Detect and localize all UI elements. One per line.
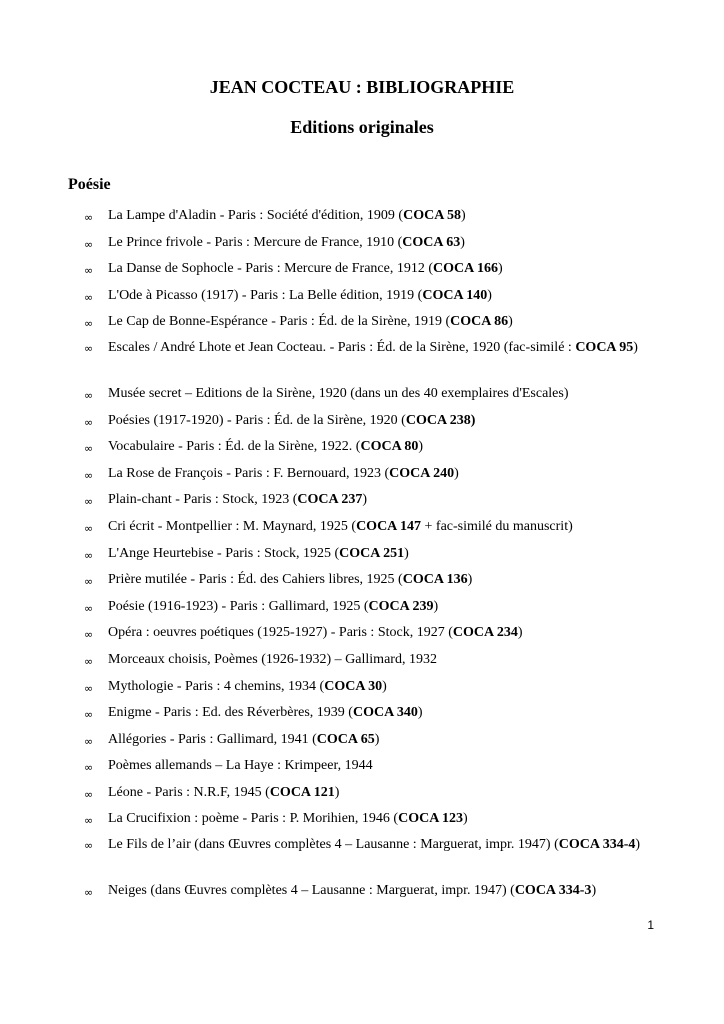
- coca-reference: COCA 240: [389, 465, 455, 481]
- coca-reference: COCA 63: [402, 234, 461, 250]
- entry-suffix: ): [461, 208, 466, 223]
- entry-description: Cri écrit - Montpellier : M. Maynard, 1925 (: [108, 518, 357, 534]
- entry-description: Opéra : oeuvres poétiques (1925-1927) - Paris : Stock, 1927 (: [108, 625, 453, 641]
- entry-description: Plain-chant - Paris : Stock, 1923 (: [108, 492, 298, 508]
- entry-suffix: ): [374, 731, 380, 747]
- coca-reference: COCA 334-3: [514, 883, 592, 899]
- bibliography-entry: [0, 730, 724, 757]
- entry-suffix: ): [633, 339, 638, 355]
- infinity-bullet-icon: ∞: [84, 290, 94, 304]
- coca-reference: COCA 136: [402, 572, 468, 588]
- bibliography-entry: [0, 809, 724, 836]
- entry-description: Le Prince frivole - Paris : Mercure de France, 1910 (: [108, 234, 403, 250]
- entry-suffix: ): [404, 545, 409, 561]
- entry-description: Musée secret – Editions de la Sirène, 1920 (dans un des 40 exemplaires d'Escales): [108, 385, 569, 401]
- entry-description: Neiges (dans Œuvres complètes 4 – Lausanne : Marguerat, impr. 1947) (: [108, 883, 515, 899]
- infinity-bullet-icon: ∞: [84, 839, 94, 853]
- entry-description: Morceaux choisis, Poèmes (1926-1932) – Gallimard, 1932: [108, 651, 437, 667]
- infinity-bullet-icon: ∞: [84, 264, 94, 278]
- coca-reference: COCA 140: [422, 287, 488, 303]
- infinity-bullet-icon: ∞: [84, 814, 94, 828]
- document-subtitle: Editions originales: [290, 117, 434, 137]
- entry-description: Poésie (1916-1923) - Paris : Gallimard, 1925 (: [108, 598, 369, 614]
- entry-text: [108, 411, 652, 431]
- coca-reference: COCA 166: [433, 261, 498, 277]
- bibliography-entry: [0, 437, 724, 464]
- infinity-bullet-icon: ∞: [84, 708, 94, 722]
- entry-text: [108, 286, 652, 306]
- entry-suffix: ): [362, 492, 367, 508]
- bibliography-entry: [0, 312, 724, 339]
- entry-suffix: ): [517, 625, 523, 641]
- infinity-bullet-icon: ∞: [84, 442, 94, 456]
- entry-suffix: ): [463, 811, 468, 827]
- entry-description: Le Fils de l’air (dans Œuvres complètes 4 – Lausanne : Marguerat, impr. 1947) (: [108, 837, 559, 853]
- infinity-bullet-icon: ∞: [84, 237, 94, 251]
- page-number: 1: [647, 918, 654, 932]
- infinity-bullet-icon: ∞: [84, 211, 94, 224]
- infinity-bullet-icon: ∞: [84, 388, 94, 402]
- bibliography-entry: [0, 677, 724, 704]
- coca-reference: COCA 334-4: [558, 837, 636, 853]
- bibliography-entry: [0, 570, 724, 597]
- entry-suffix: + fac-similé du manuscrit): [421, 518, 573, 534]
- entry-text: [108, 623, 652, 643]
- entry-suffix: ): [460, 234, 465, 250]
- entry-text: [108, 677, 652, 697]
- entry-text: [108, 703, 652, 723]
- infinity-bullet-icon: ∞: [84, 341, 94, 355]
- bibliography-entry: [0, 544, 724, 571]
- bibliography-entry: [0, 756, 724, 783]
- bibliography-entry: [0, 490, 724, 517]
- entry-text: [108, 597, 652, 617]
- entry-description: Enigme - Paris : Ed. des Réverbères, 1939 (: [108, 705, 353, 721]
- document-title: JEAN COCTEAU : BIBLIOGRAPHIE: [209, 77, 515, 97]
- entry-description: Léone - Paris : N.R.F, 1945 (: [108, 784, 270, 800]
- entry-description: Mythologie - Paris : 4 chemins, 1934 (: [108, 678, 325, 694]
- coca-reference: COCA 123: [398, 811, 464, 827]
- bibliography-entry: [0, 206, 724, 233]
- entry-text: [108, 783, 652, 803]
- entry-text: [108, 809, 652, 829]
- infinity-bullet-icon: ∞: [84, 787, 94, 801]
- entry-text: [108, 384, 652, 404]
- infinity-bullet-icon: ∞: [84, 681, 94, 695]
- bibliography-entry: [0, 783, 724, 810]
- entry-description: Allégories - Paris : Gallimard, 1941 (: [108, 731, 317, 747]
- entry-suffix: ): [497, 261, 503, 277]
- coca-reference: COCA 234: [452, 625, 518, 641]
- coca-reference: COCA 237: [297, 492, 363, 508]
- bibliography-entry: [0, 339, 724, 384]
- bibliography-entry: [0, 517, 724, 544]
- infinity-bullet-icon: ∞: [84, 734, 94, 748]
- entry-text: [108, 339, 652, 356]
- entry-suffix: ): [334, 784, 340, 800]
- entry-text: [108, 517, 652, 537]
- entry-description: Prière mutilée - Paris : Éd. des Cahiers libres, 1925 (: [108, 572, 403, 588]
- entry-suffix: ): [433, 598, 439, 614]
- coca-reference: COCA 239: [368, 598, 434, 614]
- entry-suffix: ): [417, 705, 423, 721]
- infinity-bullet-icon: ∞: [84, 468, 94, 482]
- entry-suffix: ): [454, 465, 459, 481]
- coca-reference: COCA 65: [316, 731, 375, 747]
- bibliography-entry: [0, 411, 724, 438]
- bibliography-entry: [0, 259, 724, 286]
- coca-reference: COCA 86: [450, 314, 509, 330]
- entry-text: [108, 544, 652, 564]
- entry-text: [108, 312, 652, 332]
- entry-text: [108, 437, 652, 457]
- entry-description: La Rose de François - Paris : F. Bernouard, 1923 (: [108, 465, 390, 481]
- coca-reference: COCA 238): [405, 412, 476, 428]
- infinity-bullet-icon: ∞: [84, 886, 94, 900]
- coca-reference: COCA 95: [575, 339, 634, 355]
- infinity-bullet-icon: ∞: [84, 601, 94, 615]
- entry-text: [108, 836, 652, 853]
- infinity-bullet-icon: ∞: [84, 761, 94, 775]
- bibliography-entry: [0, 703, 724, 730]
- bibliography-entry: [0, 597, 724, 624]
- coca-reference: COCA 340: [352, 705, 418, 721]
- entry-suffix: ): [487, 287, 492, 303]
- entry-text: [108, 650, 652, 670]
- entry-suffix: ): [591, 883, 597, 899]
- coca-reference: COCA 30: [324, 678, 383, 694]
- entry-suffix: ): [418, 439, 424, 455]
- coca-reference: COCA 121: [269, 784, 335, 800]
- entry-text: [108, 233, 652, 253]
- infinity-bullet-icon: ∞: [84, 495, 94, 509]
- infinity-bullet-icon: ∞: [84, 628, 94, 642]
- bibliography-entry: [0, 384, 724, 411]
- bibliography-entry: [0, 650, 724, 677]
- infinity-bullet-icon: ∞: [84, 521, 94, 535]
- entry-text: [108, 259, 652, 279]
- entry-description: La Crucifixion : poème - Paris : P. Morihien, 1946 (: [108, 811, 399, 827]
- infinity-bullet-icon: ∞: [84, 317, 94, 331]
- infinity-bullet-icon: ∞: [84, 575, 94, 589]
- coca-reference: COCA 251: [339, 545, 405, 561]
- entry-description: Le Cap de Bonne-Espérance - Paris : Éd. de la Sirène, 1919 (: [108, 314, 451, 330]
- entry-suffix: ): [635, 837, 641, 853]
- entry-description: La Lampe d'Aladin - Paris : Société d'édition, 1909 (: [108, 208, 404, 223]
- entry-text: [108, 881, 652, 901]
- entry-description: L'Ange Heurtebise - Paris : Stock, 1925 (: [108, 545, 340, 561]
- infinity-bullet-icon: ∞: [84, 415, 94, 429]
- coca-reference: COCA 58: [403, 208, 462, 223]
- entry-text: [108, 490, 652, 510]
- entry-text: [108, 206, 652, 226]
- entry-text: [108, 730, 652, 750]
- entry-description: La Danse de Sophocle - Paris : Mercure de France, 1912 (: [108, 261, 434, 277]
- entry-suffix: ): [467, 572, 473, 588]
- entry-description: Vocabulaire - Paris : Éd. de la Sirène, 1922. (: [108, 439, 361, 455]
- entry-description: Poèmes allemands – La Haye : Krimpeer, 1944: [108, 758, 373, 774]
- entry-description: Escales / André Lhote et Jean Cocteau. - Paris : Éd. de la Sirène, 1920 (fac-similé :: [108, 339, 576, 355]
- infinity-bullet-icon: ∞: [84, 548, 94, 562]
- bibliography-entry: [0, 881, 724, 908]
- entry-suffix: ): [508, 314, 513, 330]
- bibliography-entry: [0, 623, 724, 650]
- entry-text: [108, 464, 652, 484]
- infinity-bullet-icon: ∞: [84, 654, 94, 668]
- entry-text: [108, 756, 652, 776]
- entry-description: Poésies (1917-1920) - Paris : Éd. de la Sirène, 1920 (: [108, 412, 406, 428]
- bibliography-entry: [0, 286, 724, 313]
- bibliography-entry: [0, 464, 724, 491]
- entry-suffix: ): [382, 678, 387, 694]
- section-heading: Poésie: [68, 176, 111, 193]
- bibliography-entry: [0, 233, 724, 260]
- entry-description: L'Ode à Picasso (1917) - Paris : La Belle édition, 1919 (: [108, 287, 423, 303]
- entry-text: [108, 570, 652, 590]
- coca-reference: COCA 147: [356, 518, 422, 534]
- bibliography-entry: [0, 836, 724, 881]
- bibliography-list: [0, 206, 724, 908]
- coca-reference: COCA 80: [360, 439, 419, 455]
